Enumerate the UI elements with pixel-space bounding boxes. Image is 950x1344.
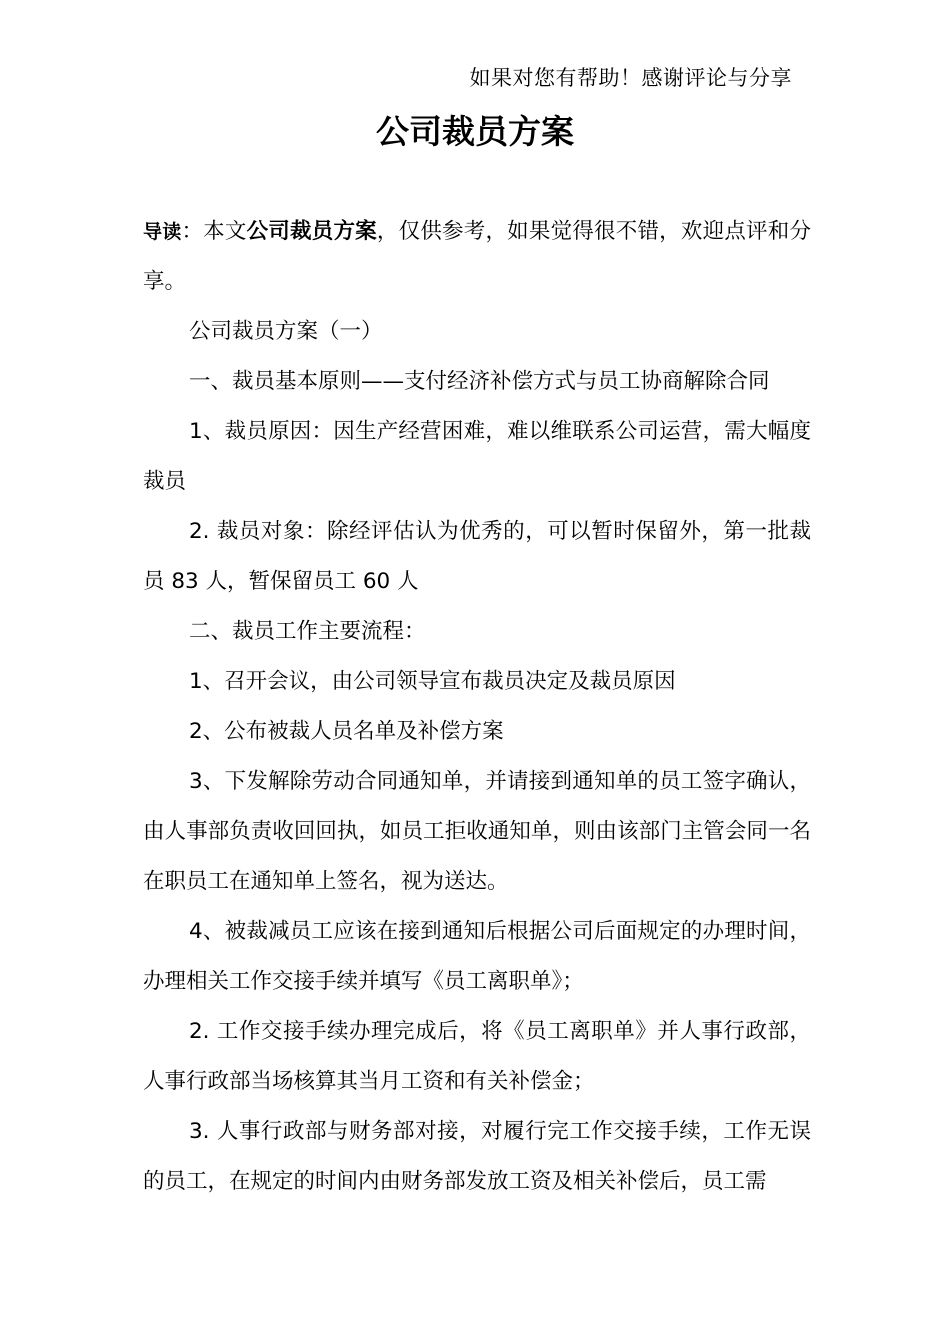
process-step-notice: 3、下发解除劳动合同通知单，并请接到通知单的员工签字确认，由人事部负责收回回执，如员工拒收通知单，则由该部门主管会同一名在职员工在通知单上签名，视为送达。 bbox=[143, 769, 811, 894]
process-step-payroll: 2. 工作交接手续办理完成后，将《员工离职单》并人事行政部，人事行政部当场核算其当月工资和有关补偿金； bbox=[143, 1019, 811, 1094]
section-heading-principles: 一、裁员基本原则——支付经济补偿方式与员工协商解除合同 bbox=[189, 369, 770, 394]
document-body bbox=[143, 207, 811, 1207]
intro-label: 导读 bbox=[143, 221, 182, 243]
intro-text-post: ，仅供参考，如果觉得很不错，欢迎点评和分享。 bbox=[143, 219, 811, 294]
process-step-handover: 4、被裁减员工应该在接到通知后根据公司后面规定的办理时间，办理相关工作交接手续并填写《员工离职单》； bbox=[143, 919, 811, 994]
process-step-finance: 3. 人事行政部与财务部对接，对履行完工作交接手续，工作无误的员工，在规定的时间内由财务部发放工资及相关补偿后，员工需 bbox=[143, 1119, 811, 1194]
process-step-list: 2、公布被裁人员名单及补偿方案 bbox=[189, 719, 504, 744]
document-title: 公司裁员方案 bbox=[376, 112, 574, 151]
section-heading-plan-one: 公司裁员方案（一） bbox=[189, 319, 383, 344]
header-note: 如果对您有帮助！感谢评论与分享 bbox=[469, 66, 792, 90]
intro-highlight: 公司裁员方案 bbox=[246, 219, 377, 244]
intro-text-pre: ：本文 bbox=[181, 219, 247, 244]
paragraph-layoff-targets: 2. 裁员对象：除经评估认为优秀的，可以暂时保留外，第一批裁员 83 人，暂保留员工 60 人 bbox=[143, 519, 811, 594]
process-step-meeting: 1、召开会议，由公司领导宣布裁员决定及裁员原因 bbox=[189, 669, 676, 694]
intro-paragraph bbox=[143, 207, 811, 307]
section-heading-process: 二、裁员工作主要流程： bbox=[189, 619, 426, 644]
paragraph-layoff-reason: 1、裁员原因：因生产经营困难，难以维联系公司运营，需大幅度裁员 bbox=[143, 419, 811, 494]
